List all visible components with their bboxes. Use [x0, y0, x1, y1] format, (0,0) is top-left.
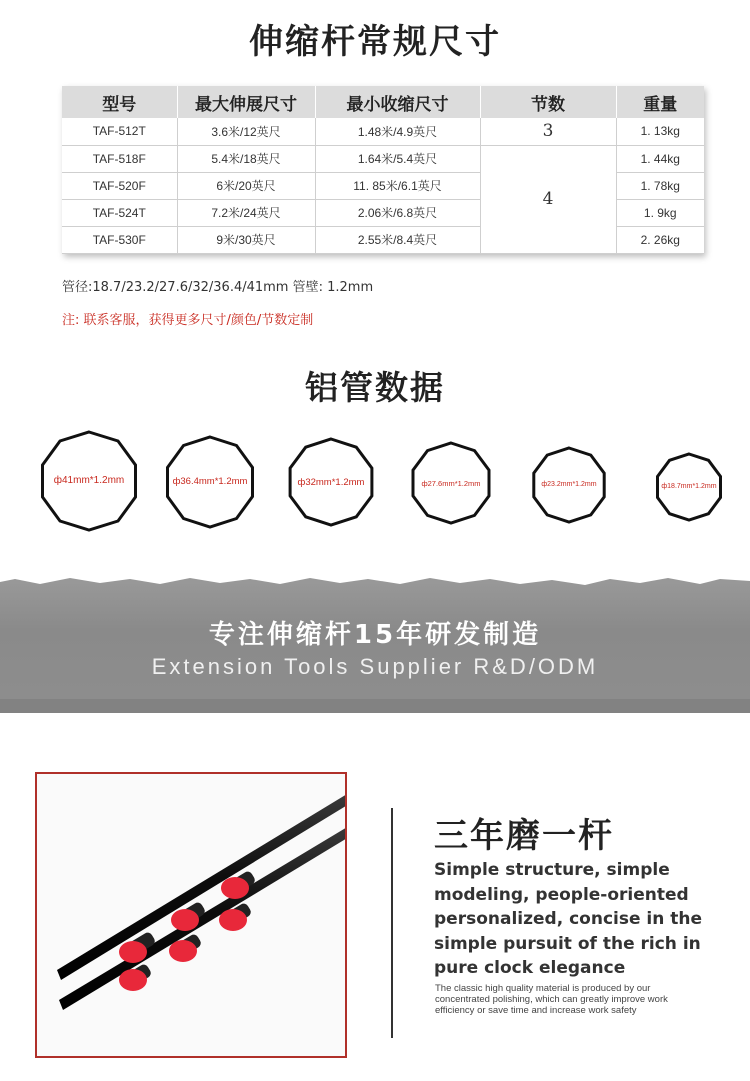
custom-order-note: 注: 联系客服，获得更多尺寸/颜色/节数定制	[62, 313, 314, 328]
cell-weight: 1. 9kg	[616, 199, 704, 226]
tube-label: ф18.7mm*1.2mm	[661, 483, 717, 490]
tube-cross-section	[163, 435, 257, 529]
vertical-divider	[391, 808, 393, 1038]
spec-table	[62, 86, 704, 254]
banner-heading-cn: 专注伸缩杆15年研发制造	[208, 620, 542, 650]
tube-label: ф41mm*1.2mm	[53, 475, 125, 486]
table-header-row	[62, 86, 704, 118]
cell-model: TAF-524T	[62, 199, 177, 226]
telescopic-pole-illustration	[37, 774, 347, 1058]
cell-weight: 2. 26kg	[616, 226, 704, 253]
feature-small-print: The classic high quality material is produced by our concentrated polishing, which can greatly improve work efficiency or save time and increase work safety	[435, 983, 668, 1017]
tube-cross-section	[286, 437, 376, 527]
cell-weight: 1. 13kg	[616, 118, 704, 145]
cell-min-length: 1.48米/4.9英尺	[315, 118, 480, 145]
tube-diameter-note: 管径:18.7/23.2/27.6/32/36.4/41mm 管壁: 1.2mm	[62, 280, 374, 295]
cell-max-length: 6米/20英尺	[177, 172, 315, 199]
cell-model: TAF-520F	[62, 172, 177, 199]
cell-sections: 4	[480, 145, 616, 253]
cell-min-length: 11. 85米/6.1英尺	[315, 172, 480, 199]
header-sections: 节数	[480, 86, 616, 118]
cell-min-length: 2.55米/8.4英尺	[315, 226, 480, 253]
tube-label: ф32mm*1.2mm	[297, 477, 365, 488]
feature-title: 三年磨一杆	[434, 816, 614, 856]
page-title: 伸缩杆常规尺寸	[249, 22, 501, 62]
tube-label: ф23.2mm*1.2mm	[541, 481, 597, 488]
feature-description: Simple structure, simple modeling, people-oriented personalized, concise in the simple pursuit of the rich in pure clock elegance	[434, 860, 703, 978]
cell-weight: 1. 78kg	[616, 172, 704, 199]
header-model: 型号	[62, 86, 177, 118]
cell-max-length: 7.2米/24英尺	[177, 199, 315, 226]
tube-cross-section	[654, 452, 724, 522]
cell-weight: 1. 44kg	[616, 145, 704, 172]
cell-max-length: 9米/30英尺	[177, 226, 315, 253]
header-max-length: 最大伸展尺寸	[177, 86, 315, 118]
cell-min-length: 2.06米/6.8英尺	[315, 199, 480, 226]
banner-heading-en: Extension Tools Supplier R&D/ODM	[151, 654, 599, 679]
cell-model: TAF-512T	[62, 118, 177, 145]
product-photo	[35, 772, 347, 1058]
table-row	[62, 145, 704, 172]
torn-edge-decoration	[0, 575, 750, 595]
cell-sections: 3	[480, 118, 616, 145]
tube-cross-section	[38, 430, 140, 532]
tube-cross-section	[530, 446, 608, 524]
tube-cross-section	[409, 441, 493, 525]
header-weight: 重量	[616, 86, 704, 118]
cell-model: TAF-518F	[62, 145, 177, 172]
cell-model: TAF-530F	[62, 226, 177, 253]
aluminum-section-title: 铝管数据	[305, 368, 445, 407]
header-min-length: 最小收缩尺寸	[315, 86, 480, 118]
banner-bottom-shadow	[0, 699, 750, 713]
cell-max-length: 3.6米/12英尺	[177, 118, 315, 145]
tube-label: ф36.4mm*1.2mm	[172, 476, 248, 487]
cell-max-length: 5.4米/18英尺	[177, 145, 315, 172]
cell-min-length: 1.64米/5.4英尺	[315, 145, 480, 172]
tube-label: ф27.6mm*1.2mm	[421, 479, 481, 488]
table-row	[62, 118, 704, 145]
